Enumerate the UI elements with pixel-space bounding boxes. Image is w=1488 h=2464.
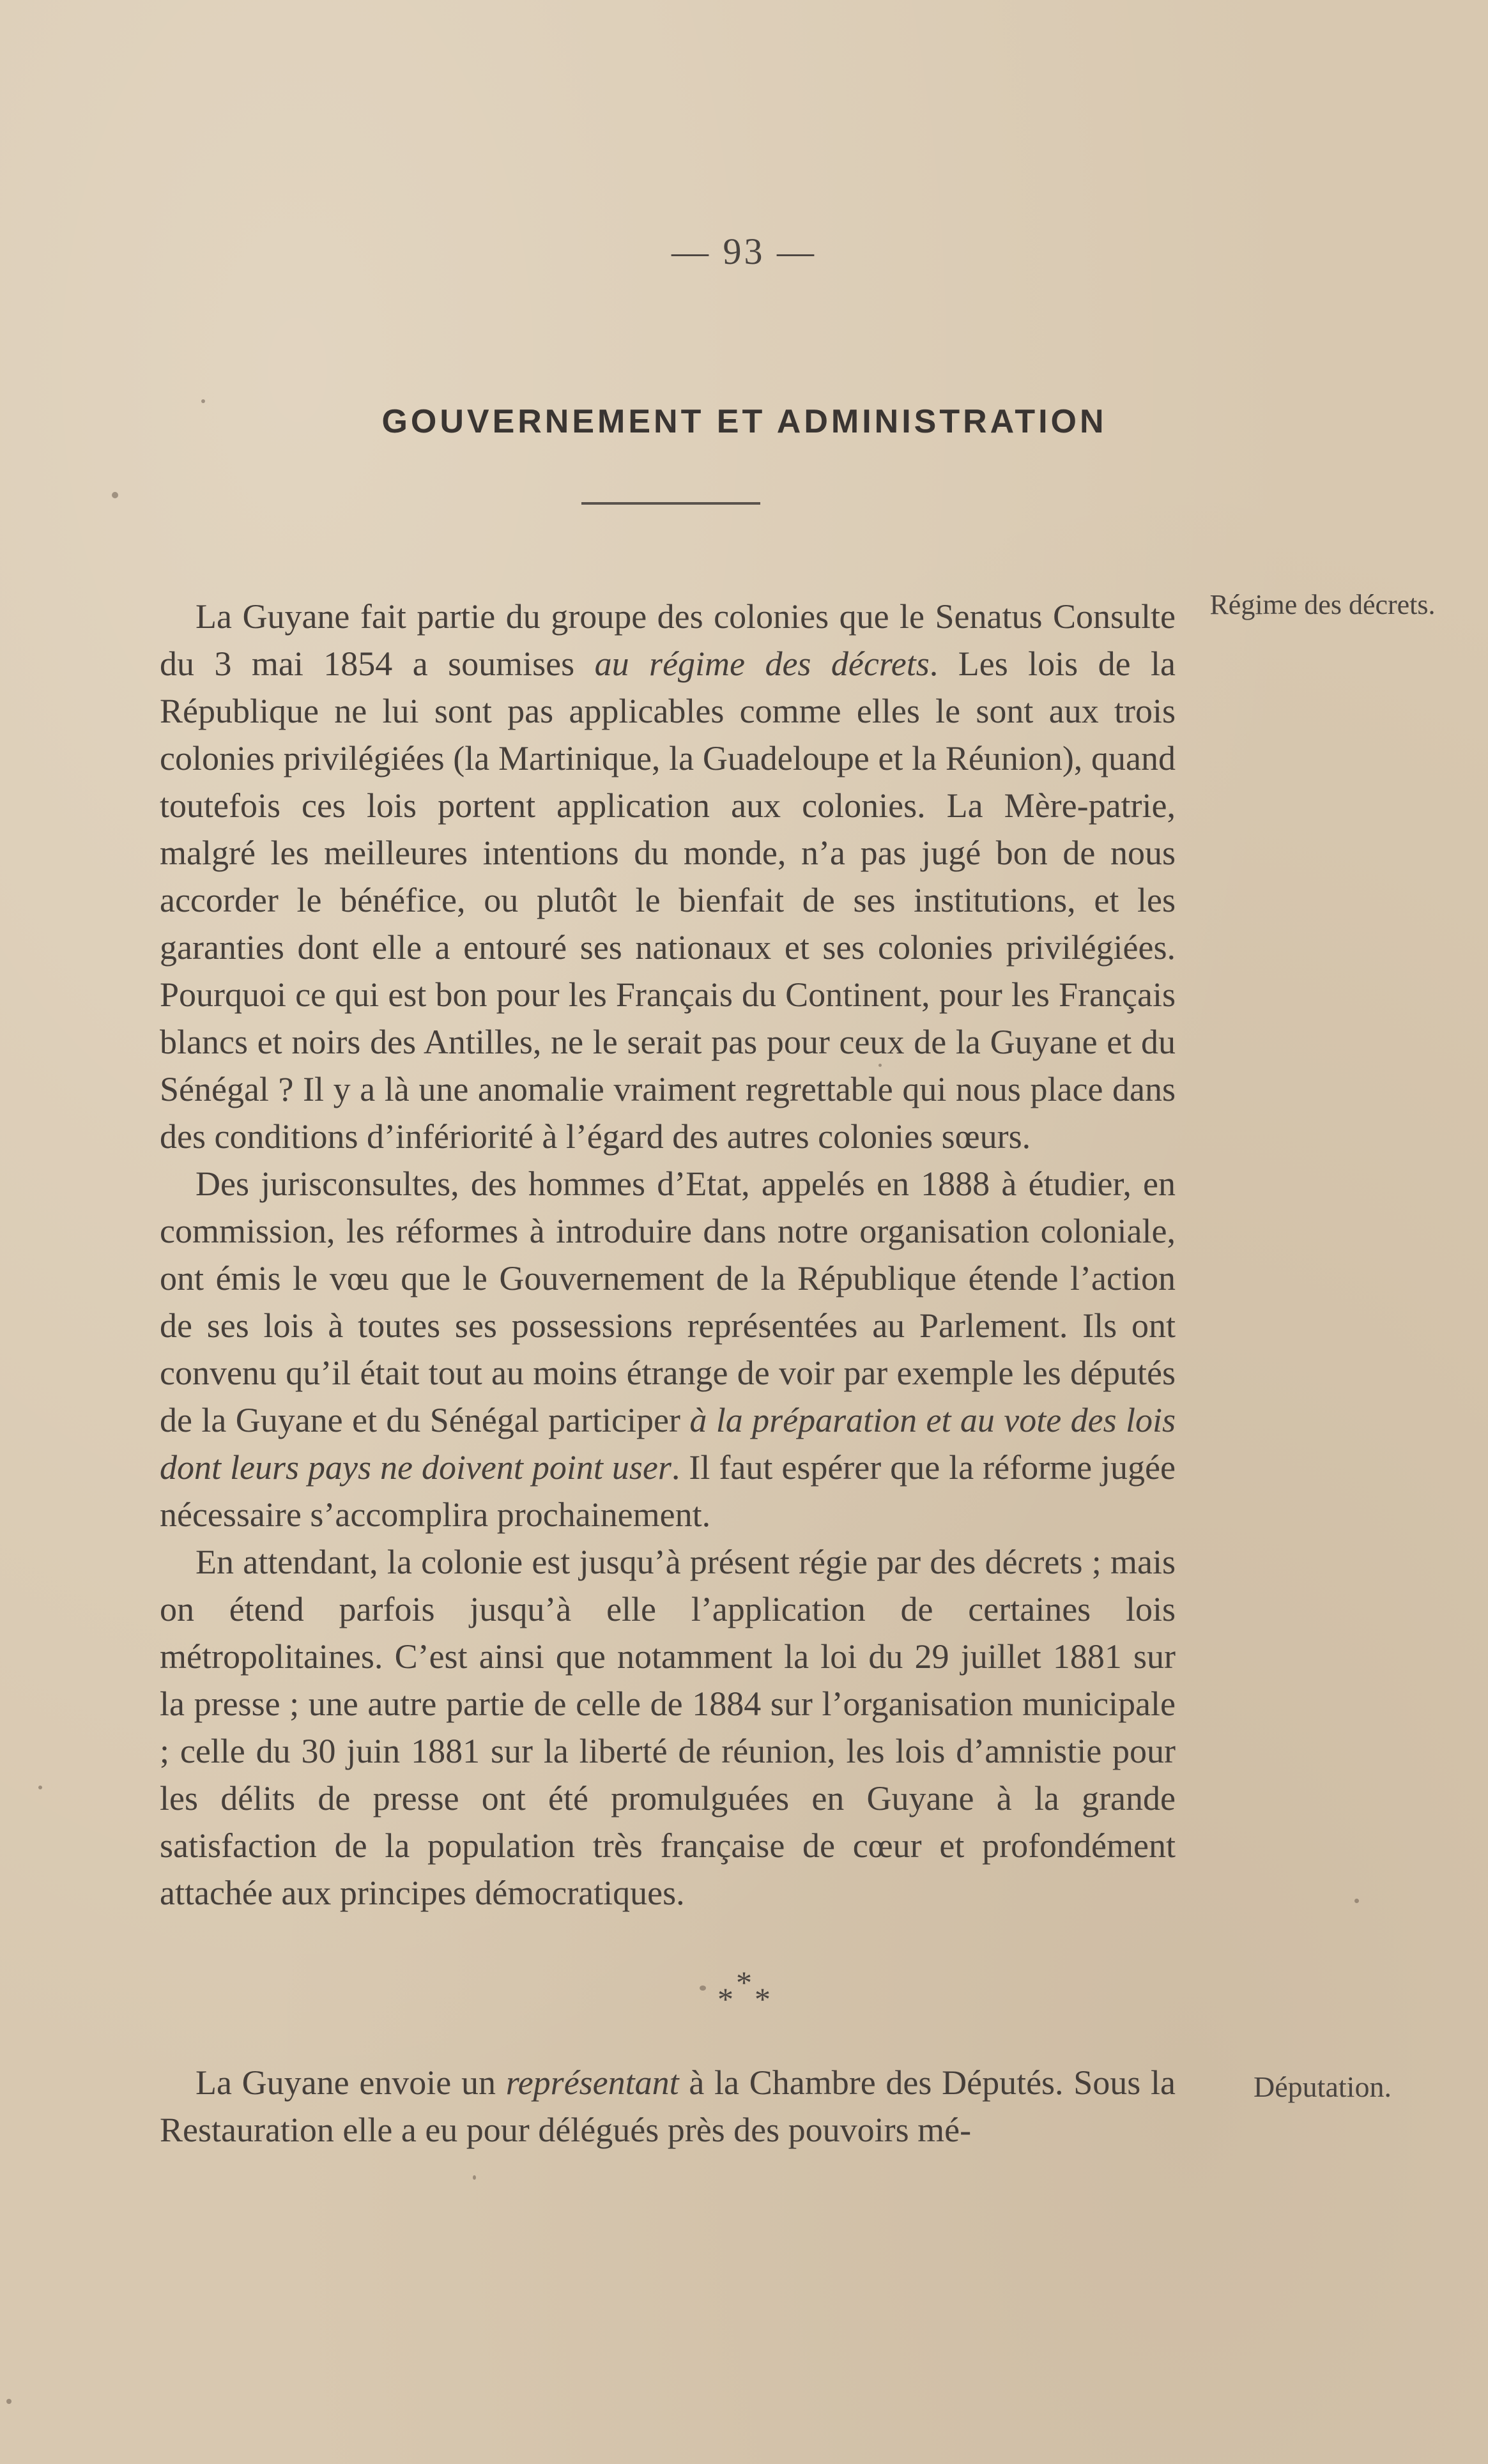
title-divider bbox=[581, 502, 760, 505]
paragraph-text: . Les lois de la République ne lui sont pas applicables comme elles le sont aux trois colonies privilégiées (la Martinique, la Guadeloupe et la Réunion), quand toutefois ces lois portent application aux colonies. La Mère-patrie, malgré les meilleures intentions du monde, n’a pas jugé bon de nous accorder le bénéfice, ou plutôt le bienfait de ses institutions, et les garanties dont elle a entouré ses nationaux et ses colonies privilégiées. Pourquoi ce qui est bon pour les Français du Continent, pour les Français blancs et noirs des Antilles, ne le serait pas pour ceux de la Guyane et du Sénégal ? Il y a là une anomalie vraiment regrettable qui nous place dans des conditions d’infériorité à l’égard des autres colonies sœurs. bbox=[160, 645, 1176, 1156]
paragraph bbox=[160, 593, 1176, 1160]
paper-speck bbox=[878, 1064, 882, 1067]
paragraph-emphasis: représentant bbox=[505, 2063, 679, 2102]
paragraph bbox=[160, 1538, 1176, 1917]
margin-note-deputation: Députation. bbox=[1254, 2070, 1392, 2103]
paragraph bbox=[160, 1160, 1176, 1538]
paragraph-text: En attendant, la colonie est jusqu’à présent régie par des décrets ; mais on étend parfois jusqu’à elle l’application de certaines lois métropolitaines. C’est ainsi que notamment la loi du 29 juillet 1881 sur la presse ; une autre partie de celle de 1884 sur l’organisation municipale ; celle du 30 juin 1881 sur la liberté de réunion, les lois d’amnistie pour les délits de presse ont été promulguées en Guyane à la grande satisfaction de la population très française de cœur et profondément attachée aux principes démocratiques. bbox=[160, 1543, 1176, 1912]
paper-speck bbox=[1354, 1899, 1359, 1903]
main-text-block bbox=[160, 593, 1176, 1917]
paragraph-text: La Guyane fait partie du groupe des colonies que le Senatus Consulte du 3 mai 1854 a soumises bbox=[160, 597, 1176, 683]
paper-speck bbox=[112, 492, 118, 498]
deputation-text-block bbox=[160, 2059, 1176, 2154]
paragraph-text: à la Chambre des Députés. Sous la Restauration elle a eu pour délégués près des pouvoirs mé- bbox=[160, 2063, 1176, 2149]
paragraph-text: . Il faut espérer que la réforme jugée nécessaire s’accomplira prochainement. bbox=[160, 1448, 1176, 1534]
paragraph-emphasis: à la préparation et au vote des lois dont leurs pays ne doivent point user bbox=[160, 1401, 1176, 1487]
paragraph-text: Des jurisconsultes, des hommes d’Etat, appelés en 1888 à étudier, en commission, les réformes à introduire dans notre organisation coloniale, ont émis le vœu que le Gouvernement de la République étende l’action de ses lois à toutes ses possessions représentées au Parlement. Ils ont convenu qu’il était tout au moins étrange de voir par exemple les députés de la Guyane et du Sénégal participer bbox=[160, 1165, 1176, 1439]
paper-speck bbox=[473, 2175, 476, 2180]
section-separator bbox=[0, 1964, 1488, 2017]
paragraph-emphasis: au régime des décrets bbox=[594, 645, 930, 683]
paper-speck bbox=[201, 399, 205, 403]
page-number: — 93 — bbox=[671, 231, 817, 272]
margin-note-regime: Régime des décrets. bbox=[1209, 589, 1436, 620]
separator-star: * bbox=[736, 1964, 752, 2000]
paper-speck bbox=[700, 1986, 706, 1991]
paper-speck bbox=[6, 2399, 12, 2404]
paragraph bbox=[160, 2059, 1176, 2154]
separator-star: * bbox=[755, 1981, 771, 2017]
paragraph-text: La Guyane envoie un bbox=[196, 2063, 506, 2102]
separator-star: * bbox=[717, 1981, 733, 2017]
page-title: GOUVERNEMENT ET ADMINISTRATION bbox=[381, 403, 1107, 440]
paper-speck bbox=[38, 1786, 42, 1789]
